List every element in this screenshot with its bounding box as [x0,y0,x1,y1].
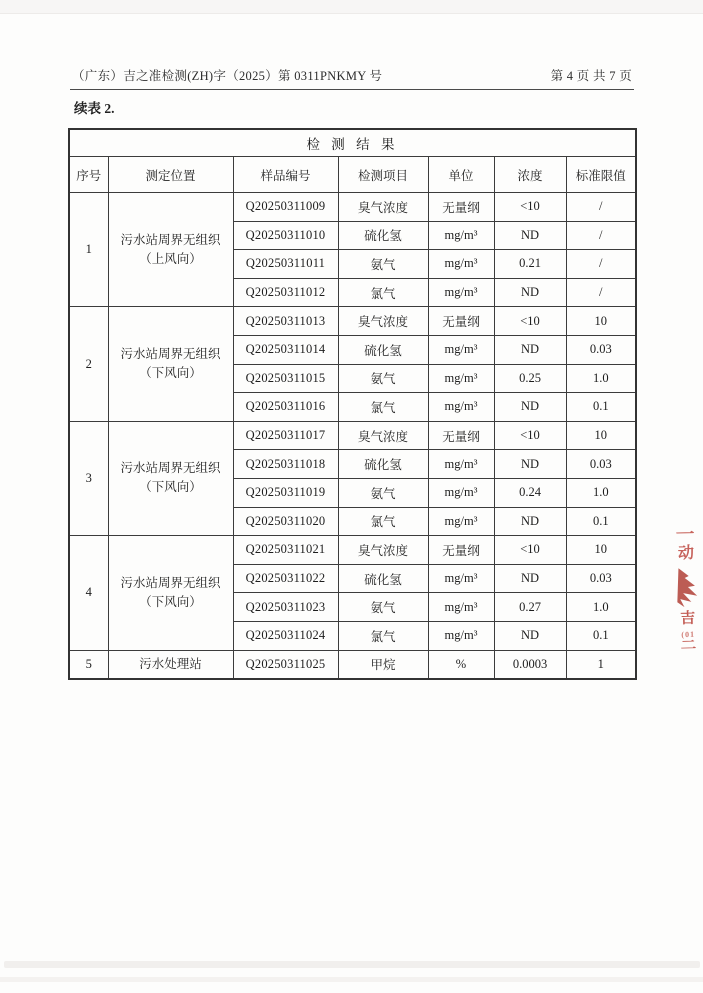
limit-cell: 1.0 [566,593,636,622]
limit-cell: 1.0 [566,364,636,393]
concentration-cell: <10 [494,536,566,565]
results-table [68,128,637,680]
item-cell: 甲烷 [338,650,428,679]
concentration-cell: ND [494,564,566,593]
limit-cell: / [566,193,636,222]
limit-cell: / [566,278,636,307]
item-cell: 氯气 [338,621,428,650]
item-cell: 氯气 [338,507,428,536]
sample-id-cell: Q20250311011 [233,250,338,279]
concentration-cell: 0.27 [494,593,566,622]
limit-cell: 1.0 [566,478,636,507]
sample-id-cell: Q20250311023 [233,593,338,622]
sample-id-cell: Q20250311013 [233,307,338,336]
item-cell: 臭气浓度 [338,307,428,336]
seq-cell: 3 [69,421,108,535]
column-header-row [69,157,636,193]
seal-glyph-fragment: 动 [677,544,695,563]
sample-id-cell: Q20250311009 [233,193,338,222]
seq-cell: 2 [69,307,108,421]
item-cell: 臭气浓度 [338,421,428,450]
table-row [69,650,636,679]
seal-glyph-fragment: 一 [675,526,696,544]
doc-number: （广东）吉之准检测(ZH)字（2025）第 0311PNKMY 号 [72,69,383,83]
continuation-table-label: 续表 2. [74,101,115,116]
col-header-concentration: 浓度 [494,157,566,193]
location-line2: （下风向） [139,480,202,495]
location-line2: （下风向） [139,594,202,609]
concentration-cell: 0.25 [494,364,566,393]
col-header-sample-id: 样品编号 [233,157,338,193]
location-line1: 污水站周界无组织 [120,575,221,590]
unit-cell: mg/m³ [428,450,494,479]
unit-cell: mg/m³ [428,393,494,422]
document-header [72,66,632,84]
unit-cell: % [428,650,494,679]
unit-cell: mg/m³ [428,250,494,279]
partial-red-seal [671,528,702,651]
sample-id-cell: Q20250311021 [233,536,338,565]
limit-cell: 1 [566,650,636,679]
header-divider [70,89,634,90]
concentration-cell: ND [494,335,566,364]
seal-fragment-blob [674,566,699,609]
limit-cell: 0.1 [566,393,636,422]
unit-cell: mg/m³ [428,478,494,507]
item-cell: 臭气浓度 [338,536,428,565]
unit-cell: mg/m³ [428,335,494,364]
item-cell: 氯气 [338,278,428,307]
item-cell: 硫化氢 [338,221,428,250]
limit-cell: 10 [566,421,636,450]
unit-cell: mg/m³ [428,278,494,307]
concentration-cell: ND [494,450,566,479]
location-line2: （上风向） [139,251,202,266]
limit-cell: 0.1 [566,621,636,650]
col-header-limit: 标准限值 [566,157,636,193]
concentration-cell: ND [494,393,566,422]
unit-cell: mg/m³ [428,221,494,250]
sample-id-cell: Q20250311016 [233,393,338,422]
seq-cell: 1 [69,193,108,307]
sample-id-cell: Q20250311015 [233,364,338,393]
item-cell: 硫化氢 [338,450,428,479]
concentration-cell: 0.24 [494,478,566,507]
concentration-cell: ND [494,621,566,650]
unit-cell: 无量纲 [428,307,494,336]
table-row [69,193,636,222]
concentration-cell: ND [494,507,566,536]
unit-cell: 无量纲 [428,421,494,450]
limit-cell: / [566,221,636,250]
sample-id-cell: Q20250311019 [233,478,338,507]
sample-id-cell: Q20250311020 [233,507,338,536]
concentration-cell: ND [494,278,566,307]
scan-edge-bottom-line [0,977,703,982]
sample-id-cell: Q20250311024 [233,621,338,650]
concentration-cell: ND [494,221,566,250]
sample-id-cell: Q20250311018 [233,450,338,479]
item-cell: 氨气 [338,250,428,279]
location-cell: 污水处理站 [108,650,233,679]
limit-cell: 0.03 [566,335,636,364]
col-header-seq: 序号 [69,157,108,193]
limit-cell: 10 [566,536,636,565]
col-header-item: 检测项目 [338,157,428,193]
table-row [69,421,636,450]
seal-glyph-fragment: 二 [680,637,697,653]
unit-cell: mg/m³ [428,364,494,393]
col-header-unit: 单位 [428,157,494,193]
sample-id-cell: Q20250311025 [233,650,338,679]
location-cell [108,421,233,535]
concentration-cell: 0.0003 [494,650,566,679]
limit-cell: 0.03 [566,564,636,593]
seq-cell: 5 [69,650,108,679]
unit-cell: mg/m³ [428,593,494,622]
limit-cell: / [566,250,636,279]
table-title-row [69,129,636,157]
concentration-cell: <10 [494,193,566,222]
limit-cell: 10 [566,307,636,336]
sample-id-cell: Q20250311022 [233,564,338,593]
location-cell [108,193,233,307]
unit-cell: 无量纲 [428,193,494,222]
item-cell: 氨气 [338,593,428,622]
scan-edge-top [0,0,703,14]
sample-id-cell: Q20250311017 [233,421,338,450]
sample-id-cell: Q20250311012 [233,278,338,307]
unit-cell: mg/m³ [428,564,494,593]
item-cell: 硫化氢 [338,564,428,593]
concentration-cell: <10 [494,307,566,336]
item-cell: 氯气 [338,393,428,422]
item-cell: 臭气浓度 [338,193,428,222]
item-cell: 氨气 [338,364,428,393]
seal-glyph-fragment: (01 [681,629,696,640]
scan-edge-bottom-line [4,961,700,968]
location-line1: 污水站周界无组织 [120,461,221,476]
location-line1: 污水站周界无组织 [120,347,221,362]
concentration-cell: <10 [494,421,566,450]
location-cell [108,536,233,650]
location-line2: （下风向） [139,366,202,381]
concentration-cell: 0.21 [494,250,566,279]
item-cell: 硫化氢 [338,335,428,364]
limit-cell: 0.03 [566,450,636,479]
table-row [69,536,636,565]
unit-cell: mg/m³ [428,621,494,650]
limit-cell: 0.1 [566,507,636,536]
col-header-location: 测定位置 [108,157,233,193]
table-title: 检 测 结 果 [69,129,636,157]
sample-id-cell: Q20250311014 [233,335,338,364]
sample-id-cell: Q20250311010 [233,221,338,250]
item-cell: 氨气 [338,478,428,507]
unit-cell: 无量纲 [428,536,494,565]
location-cell [108,307,233,421]
seq-cell: 4 [69,536,108,650]
page-indicator: 第 4 页 共 7 页 [550,69,632,83]
location-line1: 污水站周界无组织 [120,232,221,247]
seal-glyph-fragment: 吉 [680,610,696,628]
unit-cell: mg/m³ [428,507,494,536]
table-row [69,307,636,336]
